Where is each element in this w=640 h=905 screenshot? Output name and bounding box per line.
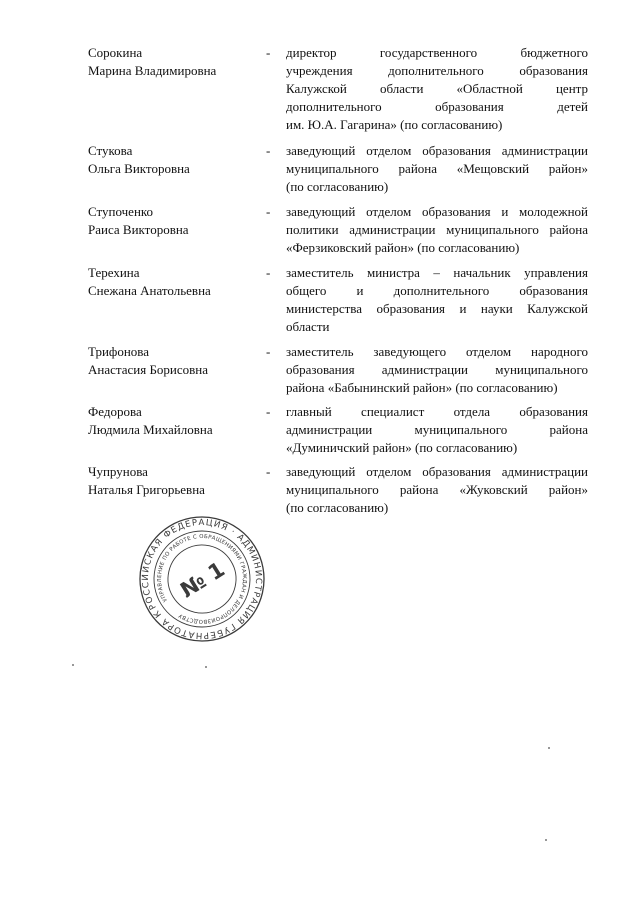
dash: - <box>266 265 271 280</box>
dash: - <box>266 45 271 60</box>
scan-speck <box>548 747 550 749</box>
desc-line: области <box>286 319 330 334</box>
desc-line: заместитель заведующего отделом народного <box>286 344 588 359</box>
surname: Федорова <box>88 404 142 419</box>
given-name: Марина Владимировна <box>88 63 217 78</box>
desc-line: Калужской области «Областной центр <box>286 81 588 96</box>
person-name <box>88 44 271 80</box>
desc-line: главный специалист отдела образования <box>286 404 588 419</box>
desc-line: (по согласованию) <box>286 179 389 194</box>
desc-line: «Думиничский район» (по согласованию) <box>286 440 518 455</box>
surname: Чупрунова <box>88 464 148 479</box>
desc-line: муниципального района «Жуковский район» <box>286 482 588 497</box>
given-name: Анастасия Борисовна <box>88 362 209 377</box>
given-name: Снежана Анатольевна <box>88 283 211 298</box>
desc-line: муниципального района «Мещовский район» <box>286 161 588 176</box>
person-name <box>88 463 271 499</box>
desc-line: заведующий отделом образования и молодежной <box>286 204 588 219</box>
dash: - <box>266 464 271 479</box>
person-name <box>88 343 271 379</box>
position-description <box>286 463 588 517</box>
dash: - <box>266 143 271 158</box>
surname: Терехина <box>88 265 140 280</box>
surname: Стукова <box>88 143 133 158</box>
seal-number: № 1 <box>176 557 229 603</box>
dash: - <box>266 204 271 219</box>
position-description <box>286 142 588 196</box>
given-name: Наталья Григорьевна <box>88 482 205 497</box>
given-name: Раиса Викторовна <box>88 222 189 237</box>
desc-line: дополнительного образования детей <box>286 99 588 114</box>
desc-line: «Ферзиковский район» (по согласованию) <box>286 240 520 255</box>
person-name <box>88 203 271 239</box>
position-description <box>286 403 588 457</box>
desc-line: директор государственного бюджетного <box>286 45 588 60</box>
surname: Ступоченко <box>88 204 154 219</box>
desc-line: района «Бабынинский район» (по согласованию) <box>286 380 558 395</box>
surname: Трифонова <box>88 344 150 359</box>
official-seal <box>138 515 266 643</box>
desc-line: (по согласованию) <box>286 500 389 515</box>
person-name <box>88 142 271 178</box>
desc-line: общего и дополнительного образования <box>286 283 588 298</box>
dash: - <box>266 404 271 419</box>
position-description <box>286 264 588 336</box>
surname: Сорокина <box>88 45 143 60</box>
position-description <box>286 343 588 397</box>
position-description <box>286 44 588 134</box>
position-description <box>286 203 588 257</box>
desc-line: образования администрации муниципального <box>286 362 588 377</box>
scan-speck <box>545 839 547 841</box>
scan-speck <box>72 664 74 666</box>
desc-line: министерства образования и науки Калужской <box>286 301 588 316</box>
person-name <box>88 264 271 300</box>
desc-line: администрации муниципального района <box>286 422 588 437</box>
desc-line: политики администрации муниципального района <box>286 222 588 237</box>
desc-line: заведующий отделом образования администрации <box>286 143 588 158</box>
seal-inner-text: УПРАВЛЕНИЕ ПО РАБОТЕ С ОБРАЩЕНИЯМИ ГРАЖДАН И ДЕЛОПРОИЗВОДСТВУ <box>156 533 248 625</box>
dash: - <box>266 344 271 359</box>
desc-line: заместитель министра – начальник управления <box>286 265 588 280</box>
scan-speck <box>205 666 207 668</box>
seal-outer-text: РОССИЙСКАЯ ФЕДЕРАЦИЯ · АДМИНИСТРАЦИЯ ГУБЕРНАТОРА КАЛУЖСКОЙ <box>140 517 264 641</box>
desc-line: учреждения дополнительного образования <box>286 63 588 78</box>
given-name: Людмила Михайловна <box>88 422 213 437</box>
person-name <box>88 403 271 439</box>
given-name: Ольга Викторовна <box>88 161 190 176</box>
desc-line: заведующий отделом образования администрации <box>286 464 588 479</box>
desc-line: им. Ю.А. Гагарина» (по согласованию) <box>286 117 503 132</box>
